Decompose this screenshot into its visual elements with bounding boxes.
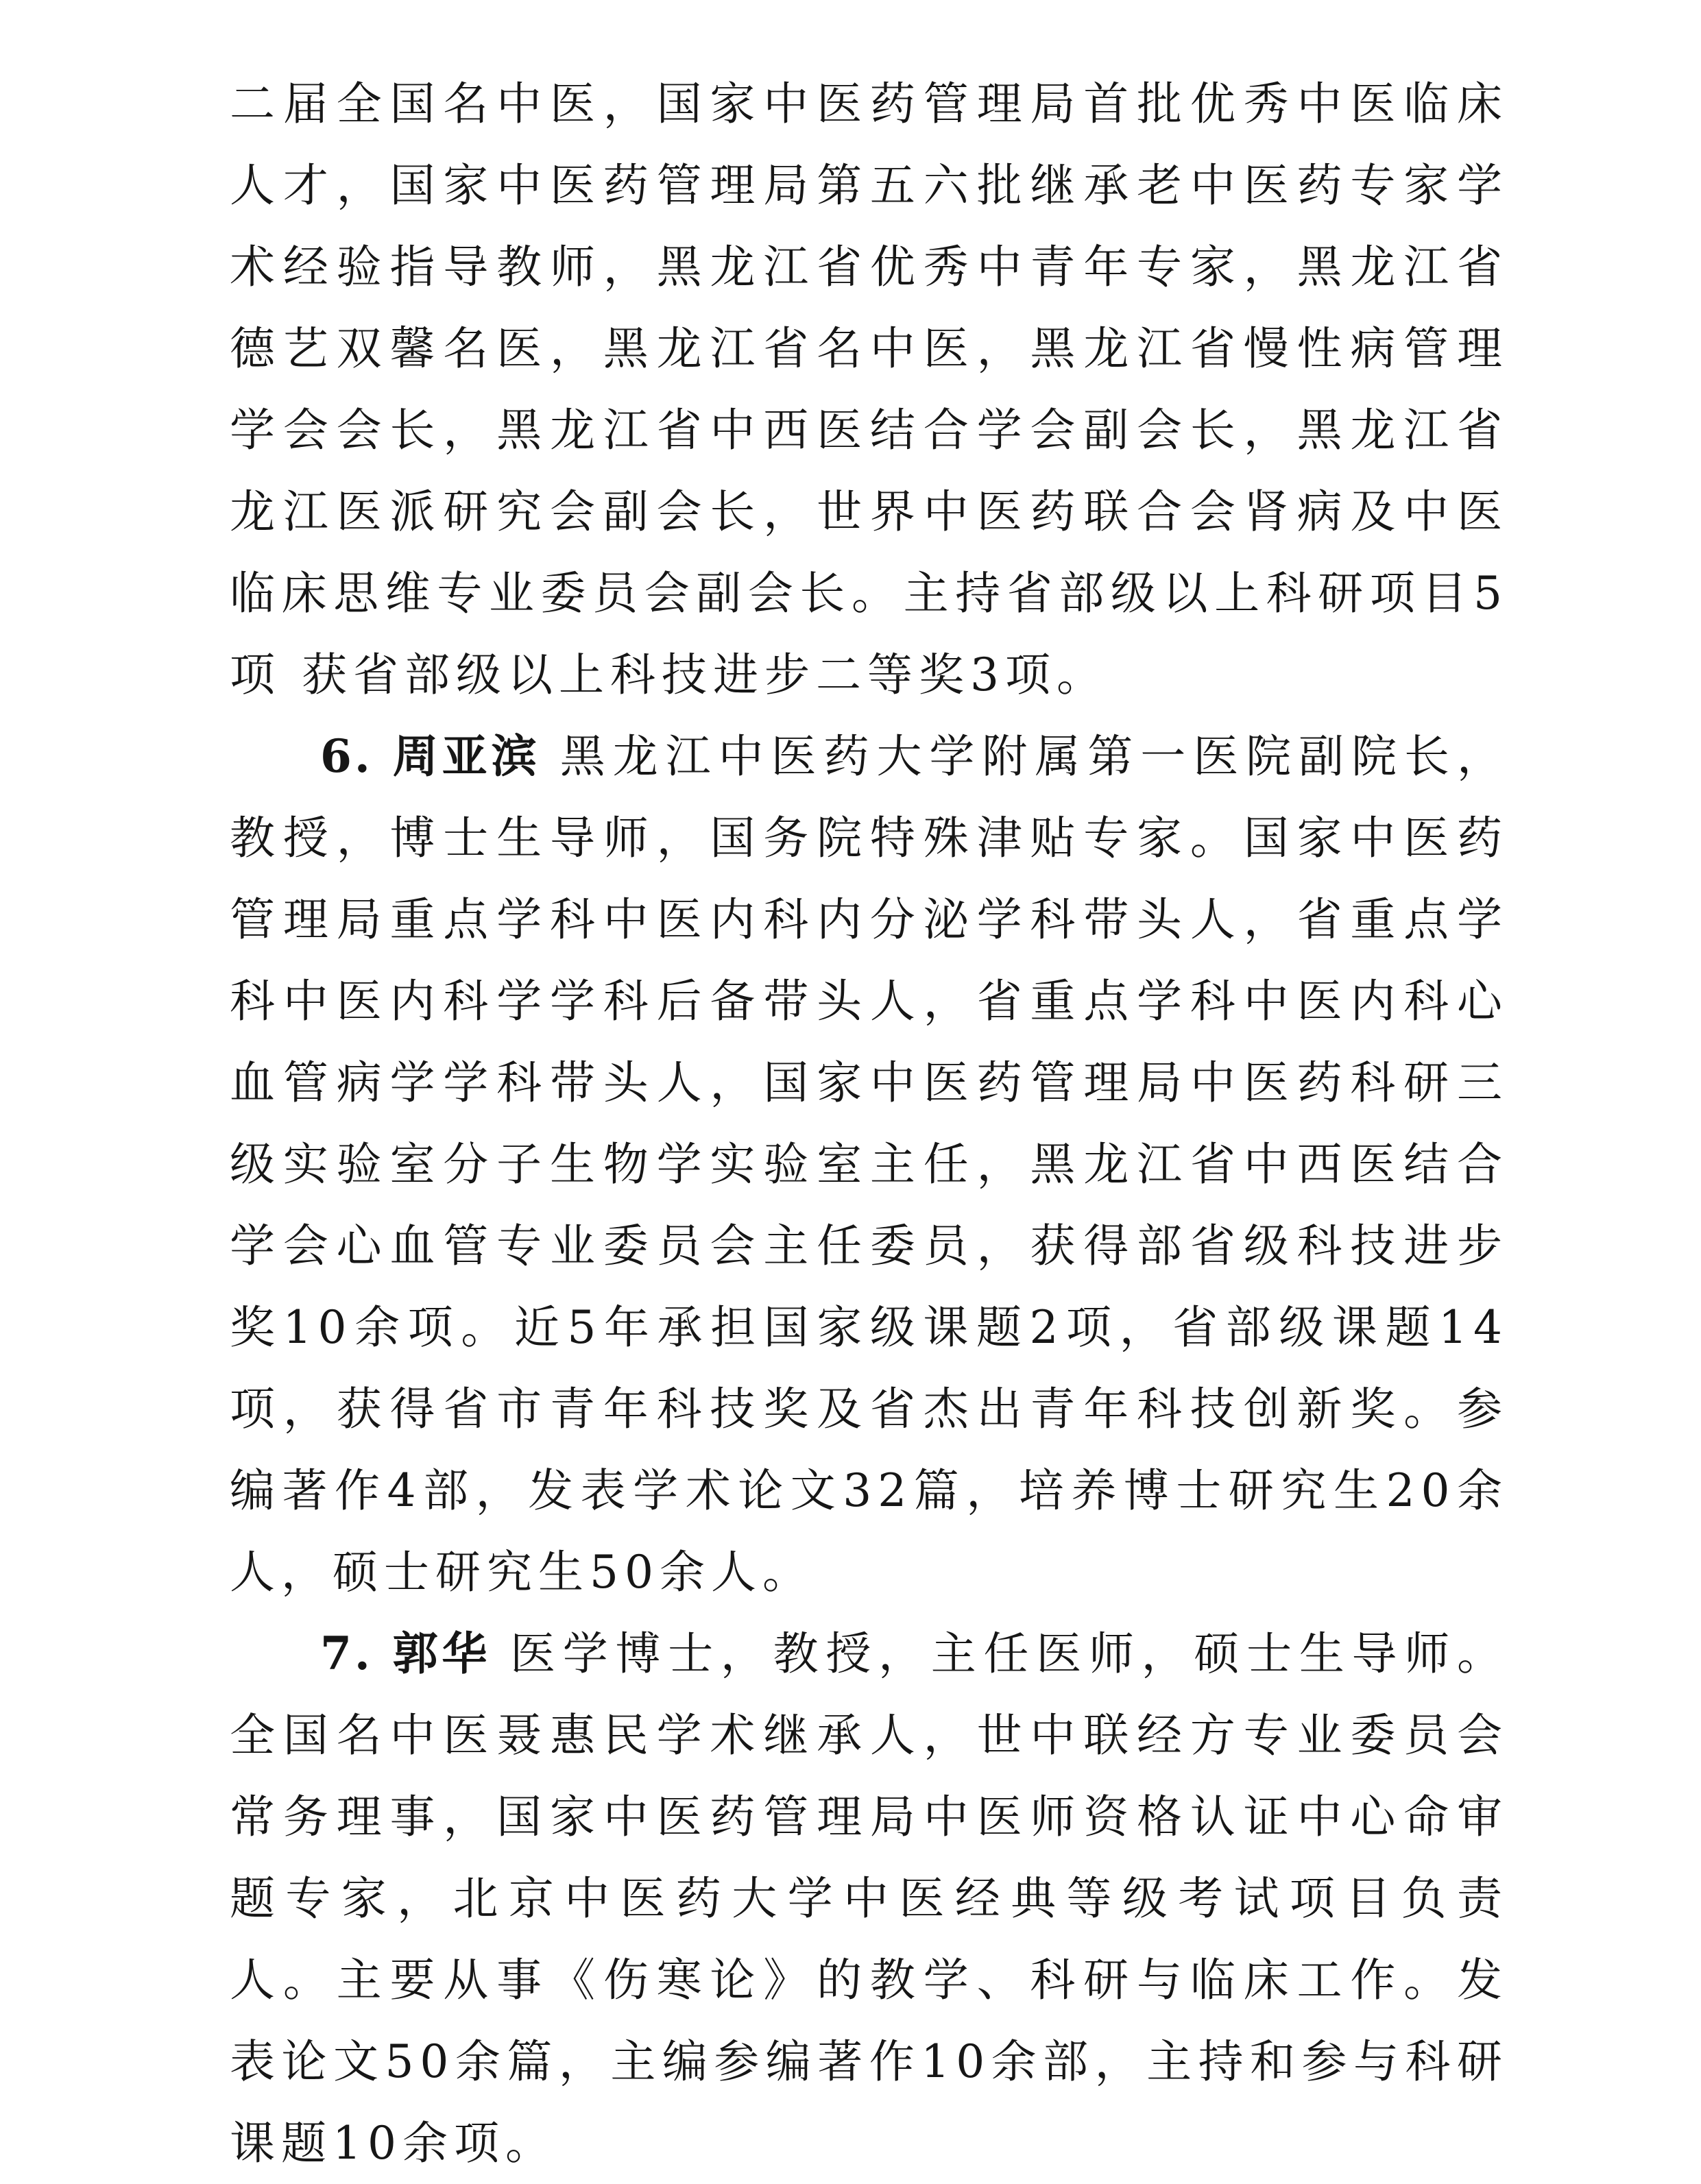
- paragraph-zhou-yabin: [230, 716, 1508, 1613]
- paragraph-text: 黑龙江中医药大学附属第一医院副院长，教授，博士生导师，国务院特殊津贴专家。国家中医药管理局重点学科中医内科内分泌学科带头人，省重点学科中医内科学学科后备带头人，省重点学科中医内科心血管病学学科带头人，国家中医药管理局中医药科研三级实验室分子生物学实验室主任，黑龙江省中西医结合学会心血管专业委员会主任委员，获得部省级科技进步奖10余项。近5年承担国家级课题2项，省部级课题14项，获得省市青年科技奖及省杰出青年科技创新奖。参编著作4部，发表学术论文32篇，培养博士研究生20余人，硕士研究生50余人。: [230, 730, 1508, 1599]
- paragraph-text: 医学博士，教授，主任医师，硕士生导师。全国名中医聂惠民学术继承人，世中联经方专业委员会常务理事，国家中医药管理局中医师资格认证中心命审题专家，北京中医药大学中医经典等级考试项目负责人。主要从事《伤寒论》的教学、科研与临床工作。发表论文50余篇，主编参编著作10余部，主持和参与科研课题10余项。: [230, 1627, 1508, 2170]
- person-heading: 6. 周亚滨: [320, 729, 541, 783]
- person-heading: 7. 郭华: [320, 1627, 492, 1680]
- document-page: [230, 63, 1508, 2184]
- paragraph-text: 二届全国名中医，国家中医药管理局首批优秀中医临床人才，国家中医药管理局第五六批继承老中医药专家学术经验指导教师，黑龙江省优秀中青年专家，黑龙江省德艺双馨名医，黑龙江省名中医，黑龙江省慢性病管理学会会长，黑龙江省中西医结合学会副会长，黑龙江省龙江医派研究会副会长，世界中医药联合会肾病及中医临床思维专业委员会副会长。主持省部级以上科研项目5项 获省部级以上科技进步二等奖3项。: [230, 77, 1508, 701]
- paragraph-continuation: [230, 63, 1508, 716]
- paragraph-guo-hua: [230, 1613, 1508, 2184]
